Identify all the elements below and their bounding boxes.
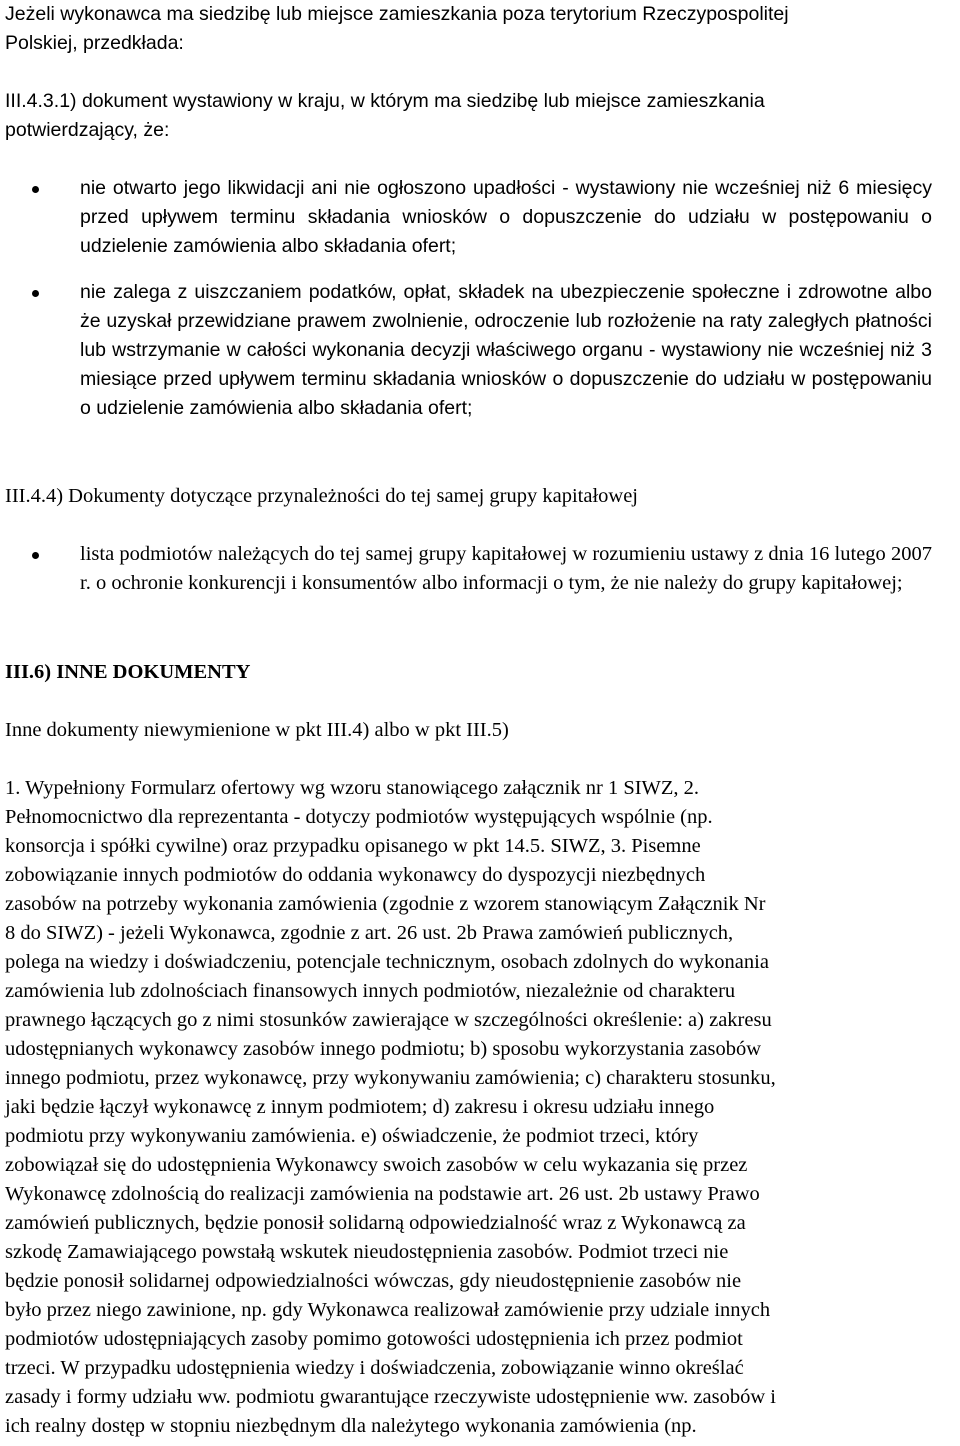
paragraph-line: zamówień publicznych, będzie ponosił solidarną odpowiedzialność wraz z Wykonawcą za: [5, 1212, 746, 1234]
paragraph-line: zobowiązał się do udostępnienia Wykonawcy swoich zasobów w celu wykazania się przez: [5, 1154, 748, 1176]
bullet-icon: [32, 290, 39, 297]
paragraph-line: polega na wiedzy i doświadczeniu, potencjale technicznym, osobach zdolnych do wykonania: [5, 951, 769, 973]
subheading-line: Inne dokumenty niewymienione w pkt III.4) albo w pkt III.5): [5, 719, 509, 741]
other-documents-paragraph: [5, 774, 960, 1441]
paragraph-line: prawnego łączących go z nimi stosunków zawierające w szczególności określenie: a) zakresu: [5, 1009, 772, 1031]
paragraph-line: jaki będzie łączył wykonawcę z innym podmiotem; d) zakresu i okresu udziału innego: [5, 1096, 715, 1118]
paragraph-line: Wykonawcę zdolnością do realizacji zamówienia na podstawie art. 26 ust. 2b ustawy Prawo: [5, 1183, 760, 1205]
heading-line: III.6) INNE DOKUMENTY: [5, 661, 251, 683]
paragraph-line: innego podmiotu, przez wykonawcę, przy wykonywaniu zamówienia; c) charakteru stosunku,: [5, 1067, 776, 1089]
paragraph-line: ich realny dostęp w stopniu niezbędnym dla należytego wykonania zamówienia (np.: [5, 1415, 697, 1437]
heading-iii-4-3-1: [5, 87, 960, 145]
heading-line: III.4.3.1) dokument wystawiony w kraju, w którym ma siedzibę lub miejsce zamieszkania: [5, 90, 765, 112]
paragraph-line: podmiotu przy wykonywaniu zamówienia. e) oświadczenie, że podmiot trzeci, który: [5, 1125, 699, 1147]
heading-iii-6: [5, 658, 960, 687]
bullet-icon: [32, 186, 39, 193]
paragraph-line: zobowiązanie innych podmiotów do oddania wykonawcy do dyspozycji niezbędnych: [5, 864, 706, 886]
intro-paragraph: [5, 0, 960, 58]
heading-line: III.4.4) Dokumenty dotyczące przynależności do tej samej grupy kapitałowej: [5, 485, 638, 507]
paragraph-line: 1. Wypełniony Formularz ofertowy wg wzoru stanowiącego załącznik nr 1 SIWZ, 2.: [5, 777, 700, 799]
list-item: lista podmiotów należących do tej samej grupy kapitałowej w rozumieniu ustawy z dnia 16 lutego 2007 r. o ochronie konkurencji i konsumentów albo informacji o tym, że nie należy do grupy kapitałowej;: [80, 543, 932, 594]
paragraph-line: podmiotów udostępniających zasoby pomimo gotowości udostępnienia ich przez podmiot: [5, 1328, 743, 1350]
intro-line: Polskiej, przedkłada:: [5, 32, 184, 54]
subheading-iii-6: [5, 716, 960, 745]
paragraph-line: udostępnianych wykonawcy zasobów innego podmiotu; b) sposobu wykorzystania zasobów: [5, 1038, 762, 1060]
paragraph-line: zasobów na potrzeby wykonania zamówienia (zgodnie z wzorem stanowiącym Załącznik Nr: [5, 893, 766, 915]
paragraph-line: zasady i formy udziału ww. podmiotu gwarantujące rzeczywiste udostępnienie ww. zasobów i: [5, 1386, 776, 1408]
heading-line: potwierdzający, że:: [5, 119, 170, 141]
intro-line: Jeżeli wykonawca ma siedzibę lub miejsce zamieszkania poza terytorium Rzeczypospolitej: [5, 3, 789, 25]
list-item: nie zalega z uiszczaniem podatków, opłat, składek na ubezpieczenie społeczne i zdrowotne albo że uzyskał przewidziane prawem zwolnienie, odroczenie lub rozłożenie na raty zaległych płatności lub wstrzymanie w całości wykonania decyzji właściwego organu - wystawiony nie wcześniej niż 3 miesiące przed upływem terminu składania wniosków o dopuszczenie do udziału w postępowaniu o udzielenie zamówienia albo składania ofert;: [80, 281, 932, 419]
paragraph-line: 8 do SIWZ) - jeżeli Wykonawca, zgodnie z art. 26 ust. 2b Prawa zamówień publicznych,: [5, 922, 734, 944]
paragraph-line: konsorcja i spółki cywilne) oraz przypadku opisanego w pkt 14.5. SIWZ, 3. Pisemne: [5, 835, 701, 857]
paragraph-line: było przez niego zawinione, np. gdy Wykonawca realizował zamówienie przy udziale innych: [5, 1299, 771, 1321]
heading-iii-4-4: [5, 482, 960, 511]
paragraph-line: szkodę Zamawiającego powstałą wskutek nieudostępnienia zasobów. Podmiot trzeci nie: [5, 1241, 729, 1263]
paragraph-line: zamówienia lub zdolnościach finansowych innych podmiotów, niezależnie od charakteru: [5, 980, 736, 1002]
bullet-icon: [32, 552, 39, 559]
paragraph-line: Pełnomocnictwo dla reprezentanta - dotyczy podmiotów występujących wspólnie (np.: [5, 806, 713, 828]
paragraph-line: będzie ponosił solidarnej odpowiedzialności wówczas, gdy nieudostępnienie zasobów nie: [5, 1270, 742, 1292]
paragraph-line: trzeci. W przypadku udostępnienia wiedzy i doświadczenia, zobowiązanie winno określać: [5, 1357, 744, 1379]
list-item: nie otwarto jego likwidacji ani nie ogłoszono upadłości - wystawiony nie wcześniej niż 6 miesięcy przed upływem terminu składania wniosków o dopuszczenie do udziału w postępowaniu o udzielenie zamówienia albo składania ofert;: [80, 177, 932, 257]
